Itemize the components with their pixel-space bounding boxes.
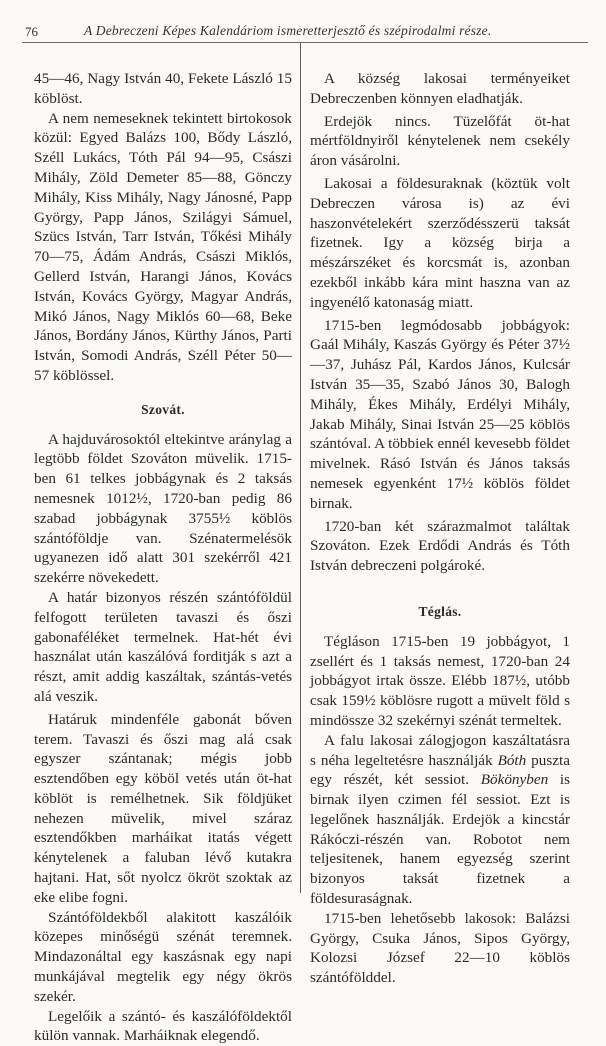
paragraph: Erdejök nincs. Tüzelőfát öt-hat mértföldnyiről kénytelenek nem csekély áron vásárolni. [310, 112, 570, 170]
paragraph: 1715-ben lehetősebb lakosok: Balázsi György, Csuka János, Sipos György, Kolozsi József 22—10 köblös szántófölddel. [310, 909, 570, 987]
page-header [22, 20, 588, 43]
paragraph: 1720-ban két szárazmalmot találtak Szováton. Ezek Erdődi András és Tóth István debreczeni polgároké. [310, 517, 570, 575]
paragraph: A határ bizonyos részén szántóföldül felfogott területen tavaszi és őszi gabonaféléket termelnek. Hat-hét évi használat után kaszálóvá forditják s azt a részt, amit addig kaszáltak, szántás-vetés alá veszik. [34, 588, 292, 705]
text-span: puszta egy részét, két sessiot. [310, 751, 570, 789]
running-title: A Debreczeni Képes Kalendáriom ismeretterjesztő és szépirodalmi része. [84, 23, 492, 38]
paragraph: Tégláson 1715-ben 19 jobbágyot, 1 zsellért és 1 taksás nemest, 1720-ban 24 jobbágyot irtak össze. Elébb 187½, utóbb csak 159½ köblösre rugott a müvelt föld s mindössze 32 szekérnyi szénát termeltek. [310, 632, 570, 729]
paragraph: 1715-ben legmódosabb jobbágyok: Gaál Mihály, Kaszás György és Péter 37½—37, Juhász Pál, Kardos János, Kulcsár István 35—35, Szabó János 30, Balogh Mihály, Ékes Mihály, Erdélyi Mihály, Jakab Mihály, Sinai István 25—25 köblös szántóval. A többiek ennél kevesebb földet mivelnek. Rásó István és János taksás nemesek egyenként 17½ köblös földet birnak. [310, 316, 570, 512]
section-heading-teglas: Téglás. [418, 603, 462, 619]
paragraph: A község lakosai terményeiket Debreczenben könnyen eladhatják. [310, 70, 570, 107]
place-name: Bökönyben [480, 771, 549, 789]
paragraph-with-place-names [310, 731, 570, 909]
paragraph: Legelőik a szántó- és kaszálóföldektől külön vannak. Marháiknak elegendő. [34, 1007, 292, 1045]
paragraph: A nem nemeseknek tekintett birtokosok közül: Egyed Balázs 100, Bődy László, Széll Lukács, Tóth Pál 94—95, Császi Mihály, Zöld Demeter 85—88, Gönczy Mihály, Kiss Mihály, Nagy Jánosné, Papp György, Papp János, Szilágyi Sámuel, Szücs István, Tarr István, Tőkési Mihály 70—75, Ádám András, Császi Miklós, Gellerd István, Harangi János, Kovács István, Kovács György, Magyar András, Mikó János, Nagy Miklós 60—68, Beke János, Bordány János, Kürthy János, Parti István, Somodi András, Széll Péter 50—57 köblössel. [34, 109, 292, 384]
section-heading-szovat: Szovát. [141, 401, 185, 417]
column-divider [300, 43, 301, 893]
place-name: Bóth [497, 751, 527, 769]
paragraph: Szántóföldekből alakitott kaszálóik közepes minőségü szénát teremnek. Mindazonáltal egy kaszásnak egy napi munkájával megtelik egy négy ökrös szekér. [34, 908, 292, 1005]
text-span: is birnak ilyen czimen fél sessiot. Ezt is legelőnek használják. Erdejök a kincstár Rákóczi-részén van. Robotot nem teljesitenek, hanem egyezség szerint bizonyos taksát fizetnek a földesuraságnak. [310, 771, 570, 908]
right-column [310, 69, 570, 988]
paragraph: Határuk mindenféle gabonát bőven terem. Tavaszi és őszi mag alá csak egyszer szántanak; mégis jobb esztendőben egy köböl vetés után öt-hat köblöt is remélhetnek. Sik földjüket nehezen müvelik, mivel száraz esztendőkben marháikat itatás végett kénytelenek a faluban lévő kutakra hajtani. Hat, sőt nyolcz ökröt szoktak az eke elibe fogni. [34, 710, 292, 906]
paragraph: 45—46, Nagy István 40, Fekete László 15 köblöst. [34, 70, 292, 107]
left-column [34, 69, 292, 1046]
paragraph: A hajduvárosoktól eltekintve aránylag a legtöbb földet Szováton müvelik. 1715-ben 61 telkes jobbágynak és 2 taksás nemesnek 1012½, 1720-ban pedig 86 szabad jobbágynak 3755½ köblös szántóföldje van. Szénatermelésök ugyanezen idő alatt 301 szekérről 421 szekérre növekedett. [34, 430, 292, 587]
text-span: A falu lakosai zálogjogon kaszáltatásra s néha legeltetésre használják [310, 731, 570, 769]
page-number: 76 [25, 24, 38, 39]
paragraph: Lakosai a földesuraknak (köztük volt Debreczen városa is) az évi haszonvételekért szerződésszerü taksát fizetnek. Igy a község birja a mészárszéket és korcsmát is, azonban ezekből inkább kára mint haszna van az ingyenélő katonaság miatt. [310, 174, 570, 311]
